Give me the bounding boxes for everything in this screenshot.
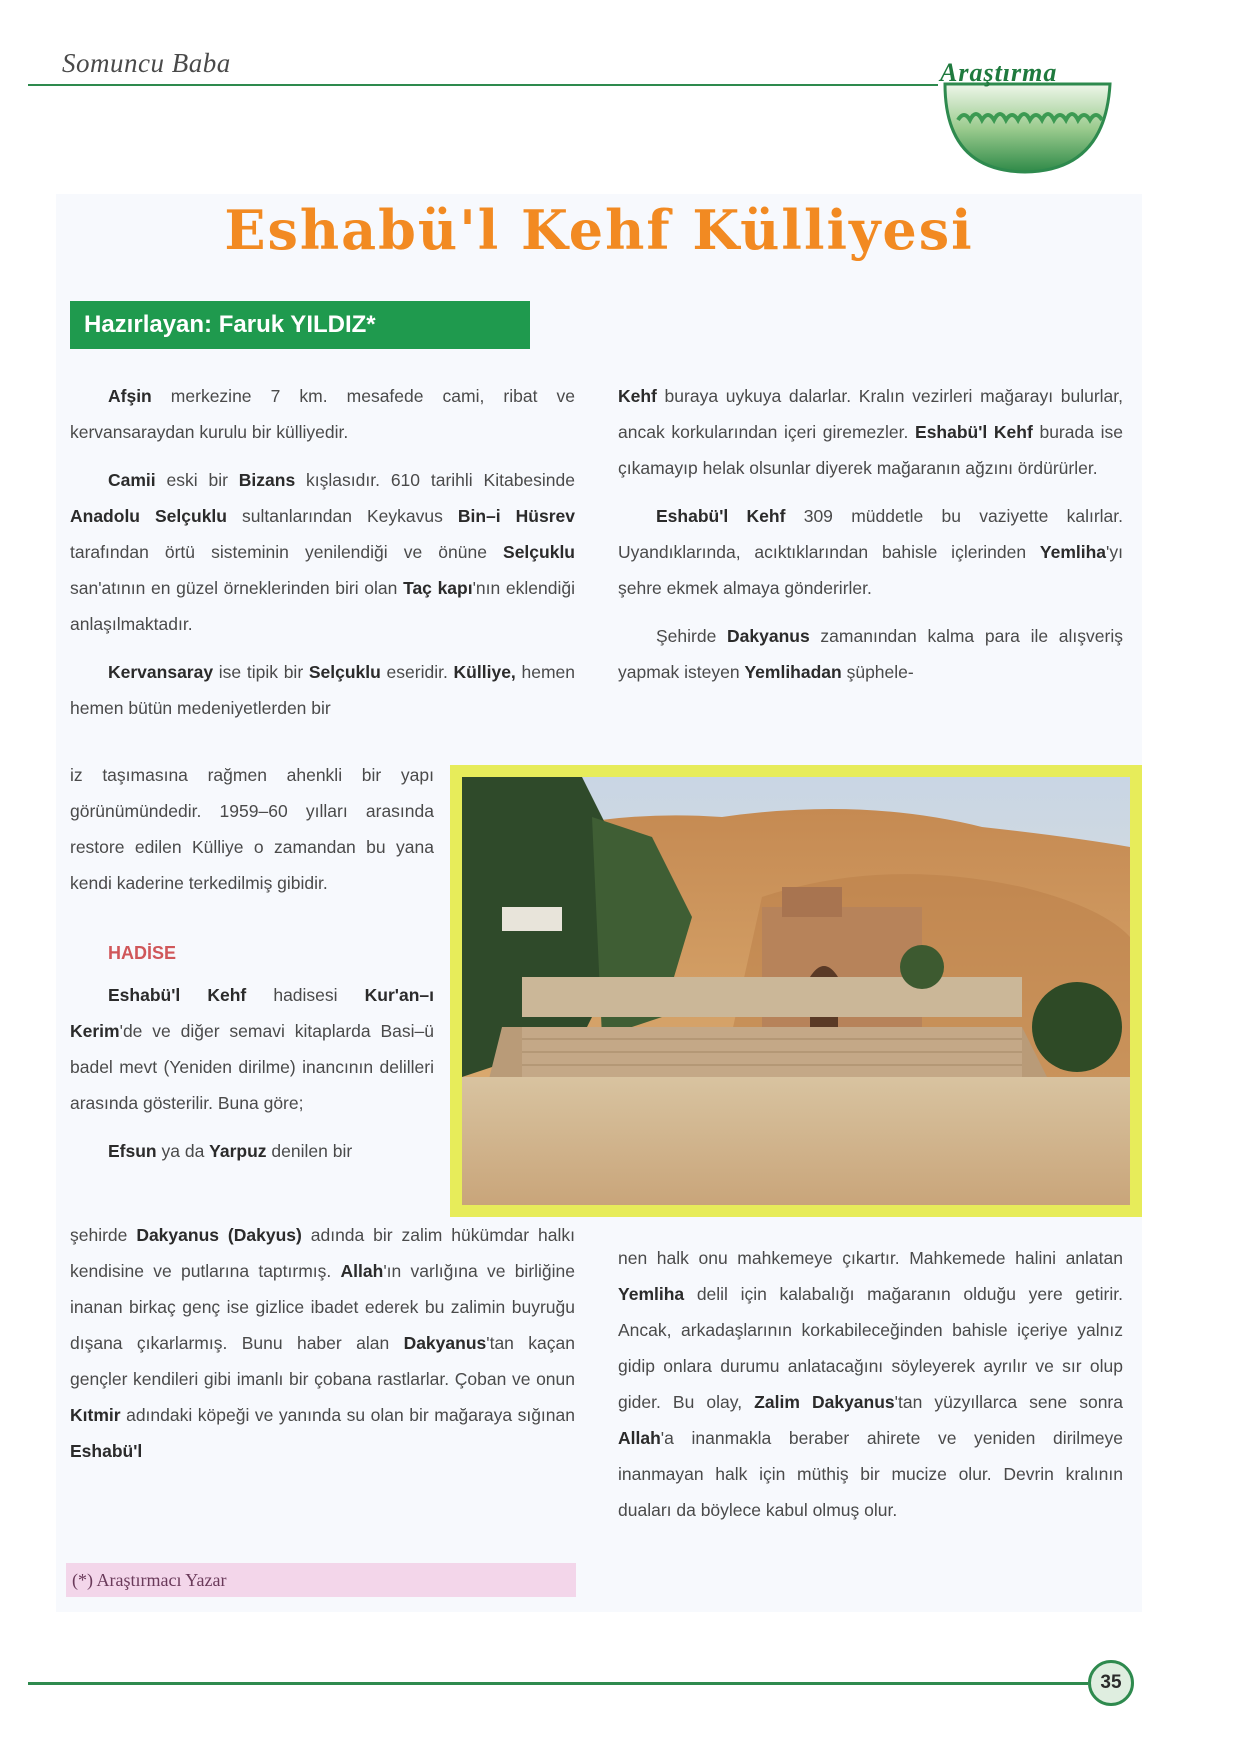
paragraph-309 (618, 498, 1123, 606)
kulliye-photo (462, 777, 1130, 1205)
text-run: 'de ve diğer semavi kitaplarda Basi–ü badel mevt (Yeniden dirilme) inancının delilleri arasında gösterilir. Buna göre; (70, 1021, 434, 1113)
text-run: hemen hemen bütün medeniyetlerden bir (70, 662, 576, 718)
section-badge-graphic (930, 36, 1140, 176)
text-run: şüphele- (841, 662, 914, 682)
bold-term: Taç kapı (403, 578, 473, 598)
bold-term: Dakyanus (403, 1333, 487, 1353)
text-run: tarafından örtü sisteminin yenilendiği ve önüne (70, 542, 504, 562)
text-run: 'nın eklendiği anlaşılmaktadır. (70, 578, 575, 634)
paragraph-kehf (618, 378, 1123, 486)
right-column-bottom (618, 1240, 1123, 1540)
text-run: kışlasıdır. 610 tarihli Kitabesinde (295, 470, 576, 490)
paragraph-hadise (70, 977, 434, 1121)
footnote: (*) Araştırmacı Yazar (66, 1563, 576, 1597)
text-run: 'ın varlığına ve birliğine inanan birkaç genç ise gizlice ibadet ederek bu zalimin buyruğu dışana çıkarlarmış. Bunu haber alan (70, 1261, 576, 1353)
text-run: adında bir zalim hükümdar halkı kendisine ve putlarına taptırmış. (70, 1225, 575, 1281)
text-run: şehirde (70, 1225, 137, 1245)
paragraph-efsun (70, 1133, 434, 1169)
bold-term: Eshabü'l Kehf (915, 422, 1033, 442)
bold-term: Kehf (618, 386, 657, 406)
author-bar: Hazırlayan: Faruk YILDIZ* (70, 301, 530, 349)
bold-term: Bin–i Hüsrev (457, 506, 575, 526)
text-run: nen halk onu mahkemeye çıkartır. Mahkemede halini anlatan (618, 1248, 1123, 1268)
left-column-top (70, 378, 575, 738)
paragraph-sehirde (618, 618, 1123, 690)
text-run: merkezine 7 km. mesafede cami, ribat ve kervansaraydan kurulu bir külliyedir. (70, 386, 575, 442)
text-run: eseridir. (380, 662, 454, 682)
text-run: Şehirde (656, 626, 728, 646)
bold-term: Bizans (238, 470, 296, 490)
text-run: sultanlarından Keykavus (226, 506, 458, 526)
text-run: ya da (156, 1141, 210, 1161)
bold-term: Selçuklu (503, 542, 575, 562)
bold-term: Yemlihadan (744, 662, 842, 682)
bold-term: Allah (618, 1428, 661, 1448)
paragraph-kulliye-continued: iz taşımasına rağmen ahenkli bir yapı görünümündedir. 1959–60 yılları arasında restore edilen Külliye o zamandan bu yana kendi kaderine terkedilmiş gibidir. (70, 765, 434, 893)
paragraph-kervansaray (70, 654, 575, 726)
bold-term: Zalim Dakyanus (754, 1392, 895, 1412)
bold-term: Kur'an–ı Kerim (70, 985, 434, 1041)
text-run: hadisesi (246, 985, 365, 1005)
article-title: Eshabü'l Kehf Külliyesi (224, 198, 974, 262)
text-run: 'tan yüzyıllarca sene sonra (894, 1392, 1123, 1412)
text-run: san'atının en güzel örneklerinden biri olan (70, 578, 404, 598)
text-run: 309 müddetle bu vaziyette kalırlar. Uyandıklarında, acıktıklarından bahisle içlerinden (618, 506, 1123, 562)
bold-term: Eshabü'l Kehf (656, 506, 786, 526)
bold-term: Allah (340, 1261, 384, 1281)
bold-term: Anadolu Selçuklu (70, 506, 227, 526)
text-run: 'tan kaçan gençler kendileri gibi imanlı bir çobana rastlarlar. Çoban ve onun (70, 1333, 575, 1389)
subheading-hadise: HADİSE (108, 943, 177, 963)
paragraph-intro (70, 378, 575, 450)
bold-term: Kervansaray (108, 662, 214, 682)
text-run: burada ise çıkamayıp helak olsunlar diyerek mağaranın ağzını ördürürler. (618, 422, 1123, 478)
bold-term: Dakyanus (727, 626, 810, 646)
bold-term: Yemliha (618, 1284, 685, 1304)
bold-term: Yemliha (1039, 542, 1107, 562)
text-run: 'yı şehre ekmek almaya gönderirler. (618, 542, 1123, 598)
footer-rule (28, 1682, 1088, 1685)
bold-term: Camii (108, 470, 156, 490)
bold-term: Külliye, (453, 662, 516, 682)
text-run: ise tipik bir (213, 662, 309, 682)
left-column-middle (70, 757, 434, 1181)
bold-term: Efsun (108, 1141, 157, 1161)
bold-term: Selçuklu (308, 662, 381, 682)
magazine-title: Somuncu Baba (62, 48, 231, 78)
paragraph-camii (70, 462, 575, 642)
bold-term: Kıtmir (70, 1405, 121, 1425)
right-column-top (618, 378, 1123, 702)
bold-term: Dakyanus (Dakyus) (136, 1225, 302, 1245)
left-column-bottom (70, 1217, 575, 1481)
bold-term: Eshabü'l (70, 1441, 143, 1461)
text-run: eski bir (155, 470, 239, 490)
paragraph-dakyanus (70, 1217, 575, 1469)
text-run: buraya uykuya dalarlar. Kralın vezirleri mağarayı bulurlar, ancak korkularından içeri giremezler. (618, 386, 1123, 442)
bold-term: Eshabü'l Kehf (108, 985, 247, 1005)
text-run: zamanından kalma para ile alışveriş yapmak isteyen (618, 626, 1123, 682)
text-run: adındaki köpeği ve yanında su olan bir mağaraya sığınan (120, 1405, 575, 1425)
section-label: Araştırma (940, 58, 1058, 87)
text-run: denilen bir (266, 1141, 353, 1161)
text-run: 'a inanmakla beraber ahirete ve yeniden dirilmeye inanmayan halk için müthiş bir mucize olur. Devrin kralının duaları da böylece kabul olmuş olur. (618, 1428, 1123, 1520)
bold-term: Afşin (108, 386, 152, 406)
page-number: 35 (1088, 1660, 1134, 1706)
header-rule (28, 84, 938, 86)
bold-term: Yarpuz (209, 1141, 267, 1161)
paragraph-mahkeme (618, 1240, 1123, 1528)
text-run: delil için kalabalığı mağaranın olduğu yere getirir. Ancak, arkadaşlarının korkabileceğinden bahisle içeriye yalnız gidip onlara durumu anlatacağını söyleyerek ayrılır ve sır olup gider. Bu olay, (618, 1284, 1123, 1412)
